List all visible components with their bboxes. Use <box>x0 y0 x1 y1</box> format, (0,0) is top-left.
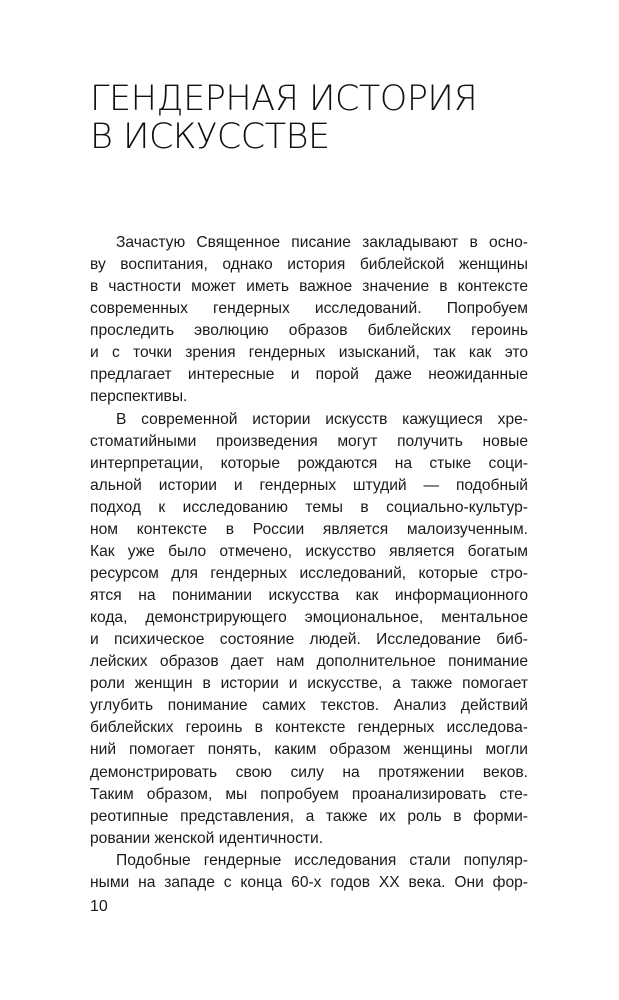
text-line: Зачастую Священное писание закладывают в осно- <box>116 234 528 251</box>
page-number: 10 <box>90 898 108 915</box>
text-line: кода, демонстрирующего эмоциональное, ментальное <box>90 609 528 627</box>
text-line: реотипные представления, а также их роль в форми- <box>90 807 528 825</box>
text-line: стоматийными произведения могут получить новые <box>90 432 528 450</box>
text-line: углубить понимание самих текстов. Анализ действий <box>90 697 528 715</box>
text-line: и психическое состояние людей. Исследование биб- <box>90 631 528 649</box>
text-line: проследить эволюцию образов библейских героинь <box>90 322 528 340</box>
text-line: лейских образов дает нам дополнительное понимание <box>90 653 528 671</box>
text-line: ву воспитания, однако история библейской женщины <box>90 256 528 274</box>
chapter-title-line: ГЕНДЕРНАЯ ИСТОРИЯ <box>90 79 478 119</box>
text-line: альной истории и гендерных штудий — подобный <box>90 476 528 494</box>
text-line: библейских героинь в контексте гендерных исследова- <box>90 719 528 737</box>
text-line: ном контексте в России является малоизученным. <box>90 520 528 538</box>
text-line: демонстрировать свою силу на протяжении веков. <box>90 763 528 781</box>
paragraph <box>90 232 528 409</box>
text-line: ятся на понимании искусства как информационного <box>90 587 528 604</box>
text-line: роли женщин в истории и искусстве, а также помогает <box>90 675 528 693</box>
text-line: перспективы. <box>90 388 188 406</box>
text-line: Таким образом, мы попробуем проанализировать сте- <box>90 785 528 803</box>
body-text <box>90 232 528 894</box>
text-line: ний помогает понять, каким образом женщины могли <box>90 741 528 759</box>
text-line: ресурсом для гендерных исследований, которые стро- <box>90 564 528 582</box>
text-line: в частности может иметь важное значение в контексте <box>90 278 528 296</box>
text-line: современных гендерных исследований. Попробуем <box>90 300 528 318</box>
chapter-title <box>90 80 477 156</box>
paragraph <box>90 409 528 850</box>
text-line: ровании женской идентичности. <box>90 829 324 847</box>
text-line: В современной истории искусств кажущиеся хре- <box>116 410 528 428</box>
chapter-title-line: В ИСКУССТВЕ <box>90 117 330 157</box>
text-line: подход к исследованию темы в социально-культур- <box>90 498 528 516</box>
text-line: и с точки зрения гендерных изысканий, так как это <box>90 344 528 362</box>
text-line: Подобные гендерные исследования стали популяр- <box>116 851 528 869</box>
text-line: ными на западе с конца 60-х годов XX века. Они фор- <box>90 873 528 891</box>
text-line: интерпретации, которые рождаются на стыке соци- <box>90 454 528 472</box>
text-line: Как уже было отмечено, искусство является богатым <box>90 542 528 560</box>
paragraph <box>90 850 528 894</box>
text-line: предлагает интересные и порой даже неожиданные <box>90 366 528 384</box>
